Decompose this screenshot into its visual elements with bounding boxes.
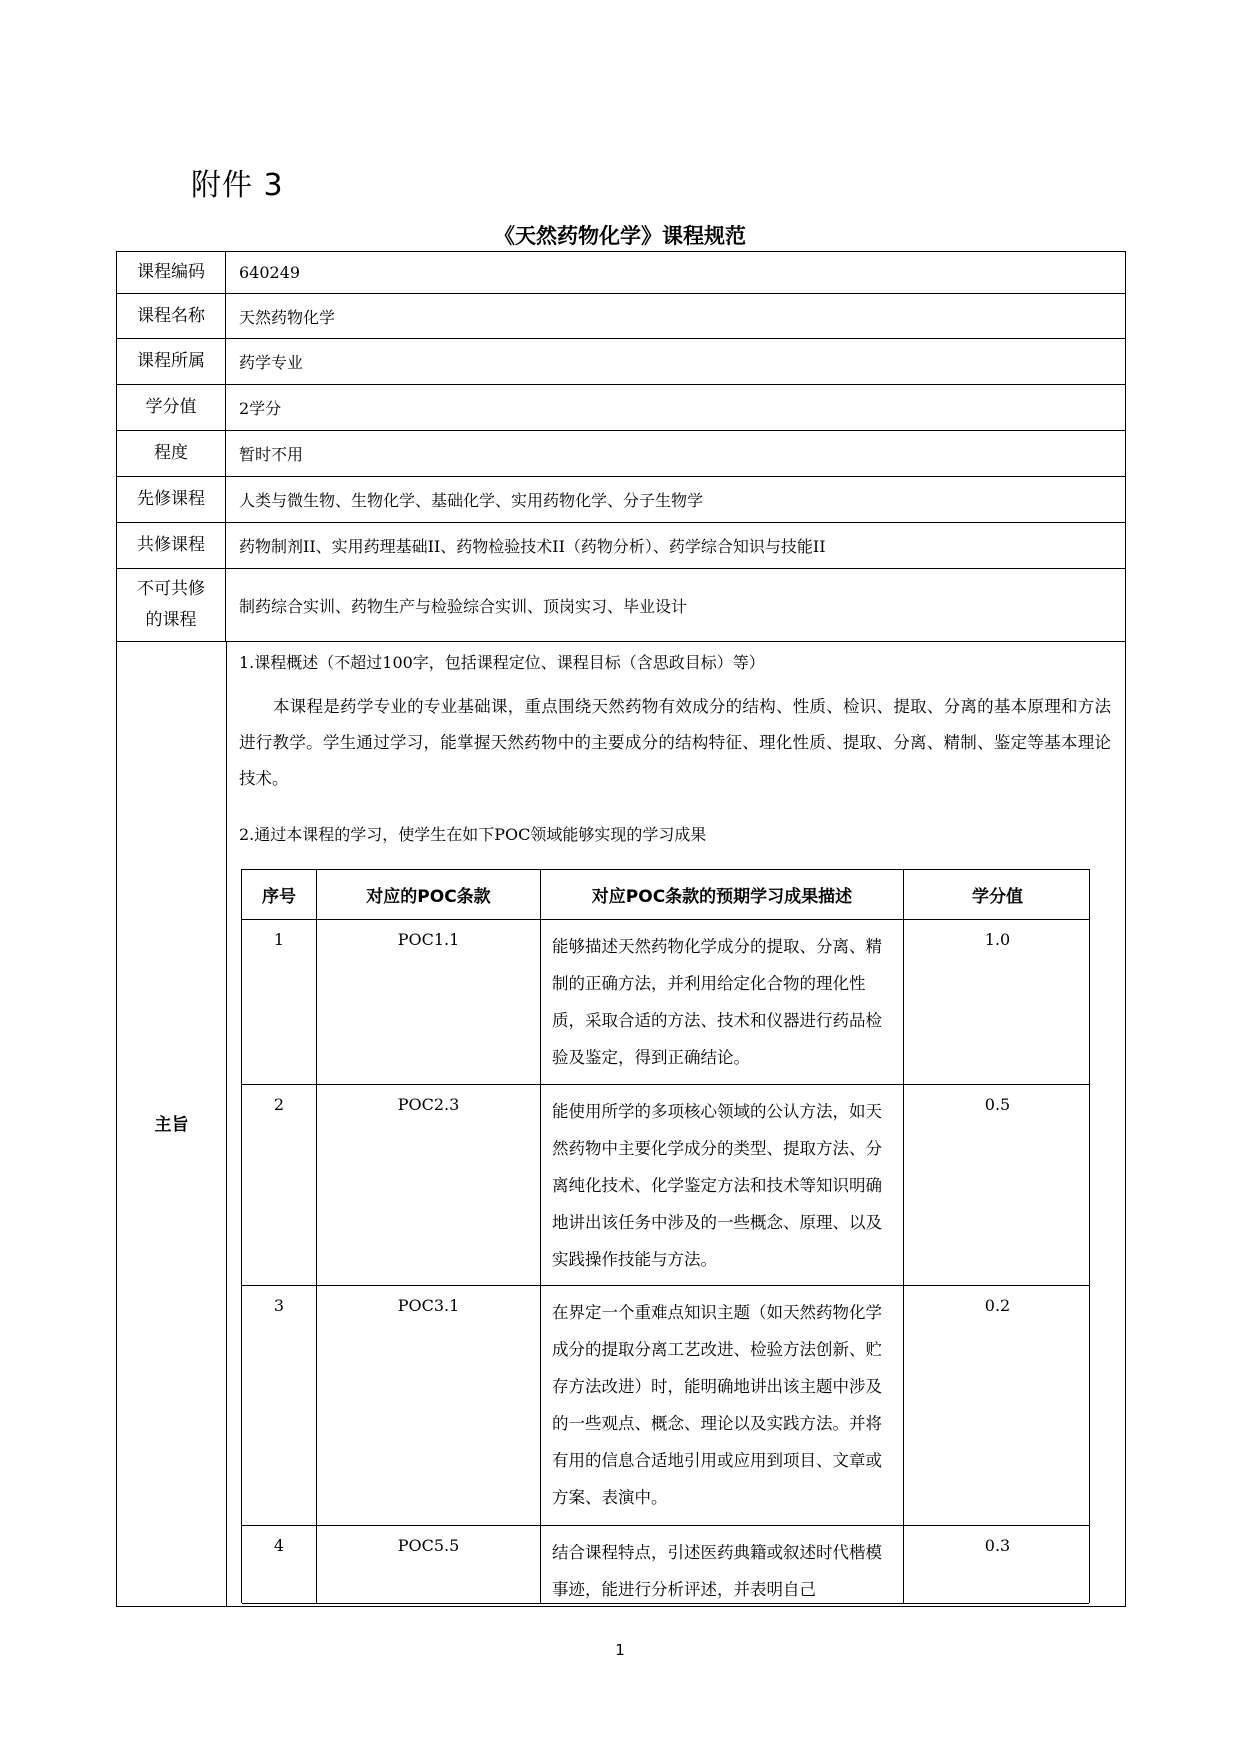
row-credits — [117, 385, 1125, 431]
cell-credit: 0.3 — [984, 1536, 1011, 1555]
cell-credit: 0.2 — [984, 1296, 1011, 1315]
label-course-department: 课程所属 — [117, 339, 226, 384]
value-course-department: 药学专业 — [239, 353, 304, 372]
cell-no: 1 — [242, 920, 317, 1084]
cell-no: 2 — [242, 1085, 317, 1285]
label-course-name: 课程名称 — [117, 294, 226, 338]
value-corequisites: 药物制剂II、实用药理基础II、药物检验技术II（药物分析）、药学综合知识与技能II — [239, 537, 826, 556]
value-credits: 2学分 — [239, 399, 282, 418]
label-main-purpose: 主旨 — [154, 1114, 189, 1135]
outcomes-header-row — [242, 870, 1089, 920]
label-exclusions-line1: 不可共修 — [137, 579, 205, 599]
cell-no: 4 — [242, 1526, 317, 1603]
cell-poc: POC5.5 — [317, 1526, 541, 1603]
table-row — [242, 920, 1089, 1085]
value-course-name: 天然药物化学 — [239, 308, 336, 327]
cell-poc: POC1.1 — [317, 920, 541, 1084]
document-title: 《天然药物化学》课程规范 — [494, 224, 746, 248]
row-level — [117, 431, 1125, 477]
row-prerequisites — [117, 477, 1125, 523]
value-prerequisites: 人类与微生物、生物化学、基础化学、实用药物化学、分子生物学 — [239, 491, 704, 510]
row-corequisites — [117, 523, 1125, 569]
row-course-code — [117, 252, 1125, 294]
label-level: 程度 — [117, 431, 226, 476]
cell-no: 3 — [242, 1286, 317, 1525]
label-prerequisites: 先修课程 — [117, 477, 226, 522]
label-exclusions — [117, 569, 226, 641]
header-credit: 学分值 — [972, 887, 1023, 907]
table-row — [242, 1085, 1089, 1286]
cell-poc: POC2.3 — [317, 1085, 541, 1285]
label-credits: 学分值 — [117, 385, 226, 430]
row-course-department — [117, 339, 1125, 385]
course-spec-table — [116, 251, 1126, 1607]
cell-credit: 0.5 — [984, 1095, 1011, 1114]
cell-credit: 1.0 — [984, 930, 1011, 949]
attachment-label: 附件 3 — [191, 168, 284, 203]
label-corequisites: 共修课程 — [117, 523, 226, 568]
cell-desc: 结合课程特点，引述医药典籍或叙述时代楷模事迹，能进行分析评述，并表明自己 — [541, 1526, 904, 1603]
label-exclusions-line2: 的课程 — [145, 610, 197, 630]
cell-desc: 在界定一个重难点知识主题（如天然药物化学成分的提取分离工艺改进、检验方法创新、贮存方法改进）时，能明确地讲出该主题中涉及的一些观点、概念、理论以及实践方法。并将有用的信息合适地引用或应用到项目、文章或方案、表演中。 — [541, 1286, 904, 1525]
label-course-code: 课程编码 — [117, 252, 226, 293]
value-course-code: 640249 — [239, 263, 301, 282]
main-purpose-content — [226, 642, 1125, 1606]
table-row — [242, 1526, 1089, 1604]
outcomes-heading: 2.通过本课程的学习，使学生在如下POC领域能够实现的学习成果 — [239, 825, 707, 844]
table-row — [242, 1286, 1089, 1526]
overview-text: 本课程是药学专业的专业基础课，重点围绕天然药物有效成分的结构、性质、检识、提取、分离的基本原理和方法进行教学。学生通过学习，能掌握天然药物中的主要成分的结构特征、理化性质、提取、分离、精制、鉴定等基本理论技术。 — [239, 697, 1111, 788]
page-number: 1 — [615, 1641, 625, 1659]
cell-poc: POC3.1 — [317, 1286, 541, 1525]
value-level: 暂时不用 — [239, 445, 304, 464]
outcomes-table — [241, 869, 1090, 1603]
header-outcome-desc: 对应POC条款的预期学习成果描述 — [541, 870, 904, 919]
header-no: 序号 — [242, 870, 317, 919]
row-course-name — [117, 294, 1125, 339]
header-poc: 对应的POC条款 — [317, 870, 541, 919]
cell-desc: 能使用所学的多项核心领域的公认方法，如天然药物中主要化学成分的类型、提取方法、分离纯化技术、化学鉴定方法和技术等知识明确地讲出该任务中涉及的一些概念、原理、以及实践操作技能与方法。 — [541, 1085, 904, 1285]
cell-desc: 能够描述天然药物化学成分的提取、分离、精制的正确方法，并利用给定化合物的理化性质，采取合适的方法、技术和仪器进行药品检验及鉴定，得到正确结论。 — [541, 920, 904, 1084]
value-exclusions: 制药综合实训、药物生产与检验综合实训、顶岗实习、毕业设计 — [239, 596, 688, 616]
overview-heading: 1.课程概述（不超过100字，包括课程定位、课程目标（含思政目标）等） — [239, 653, 765, 672]
row-exclusions — [117, 569, 1125, 642]
